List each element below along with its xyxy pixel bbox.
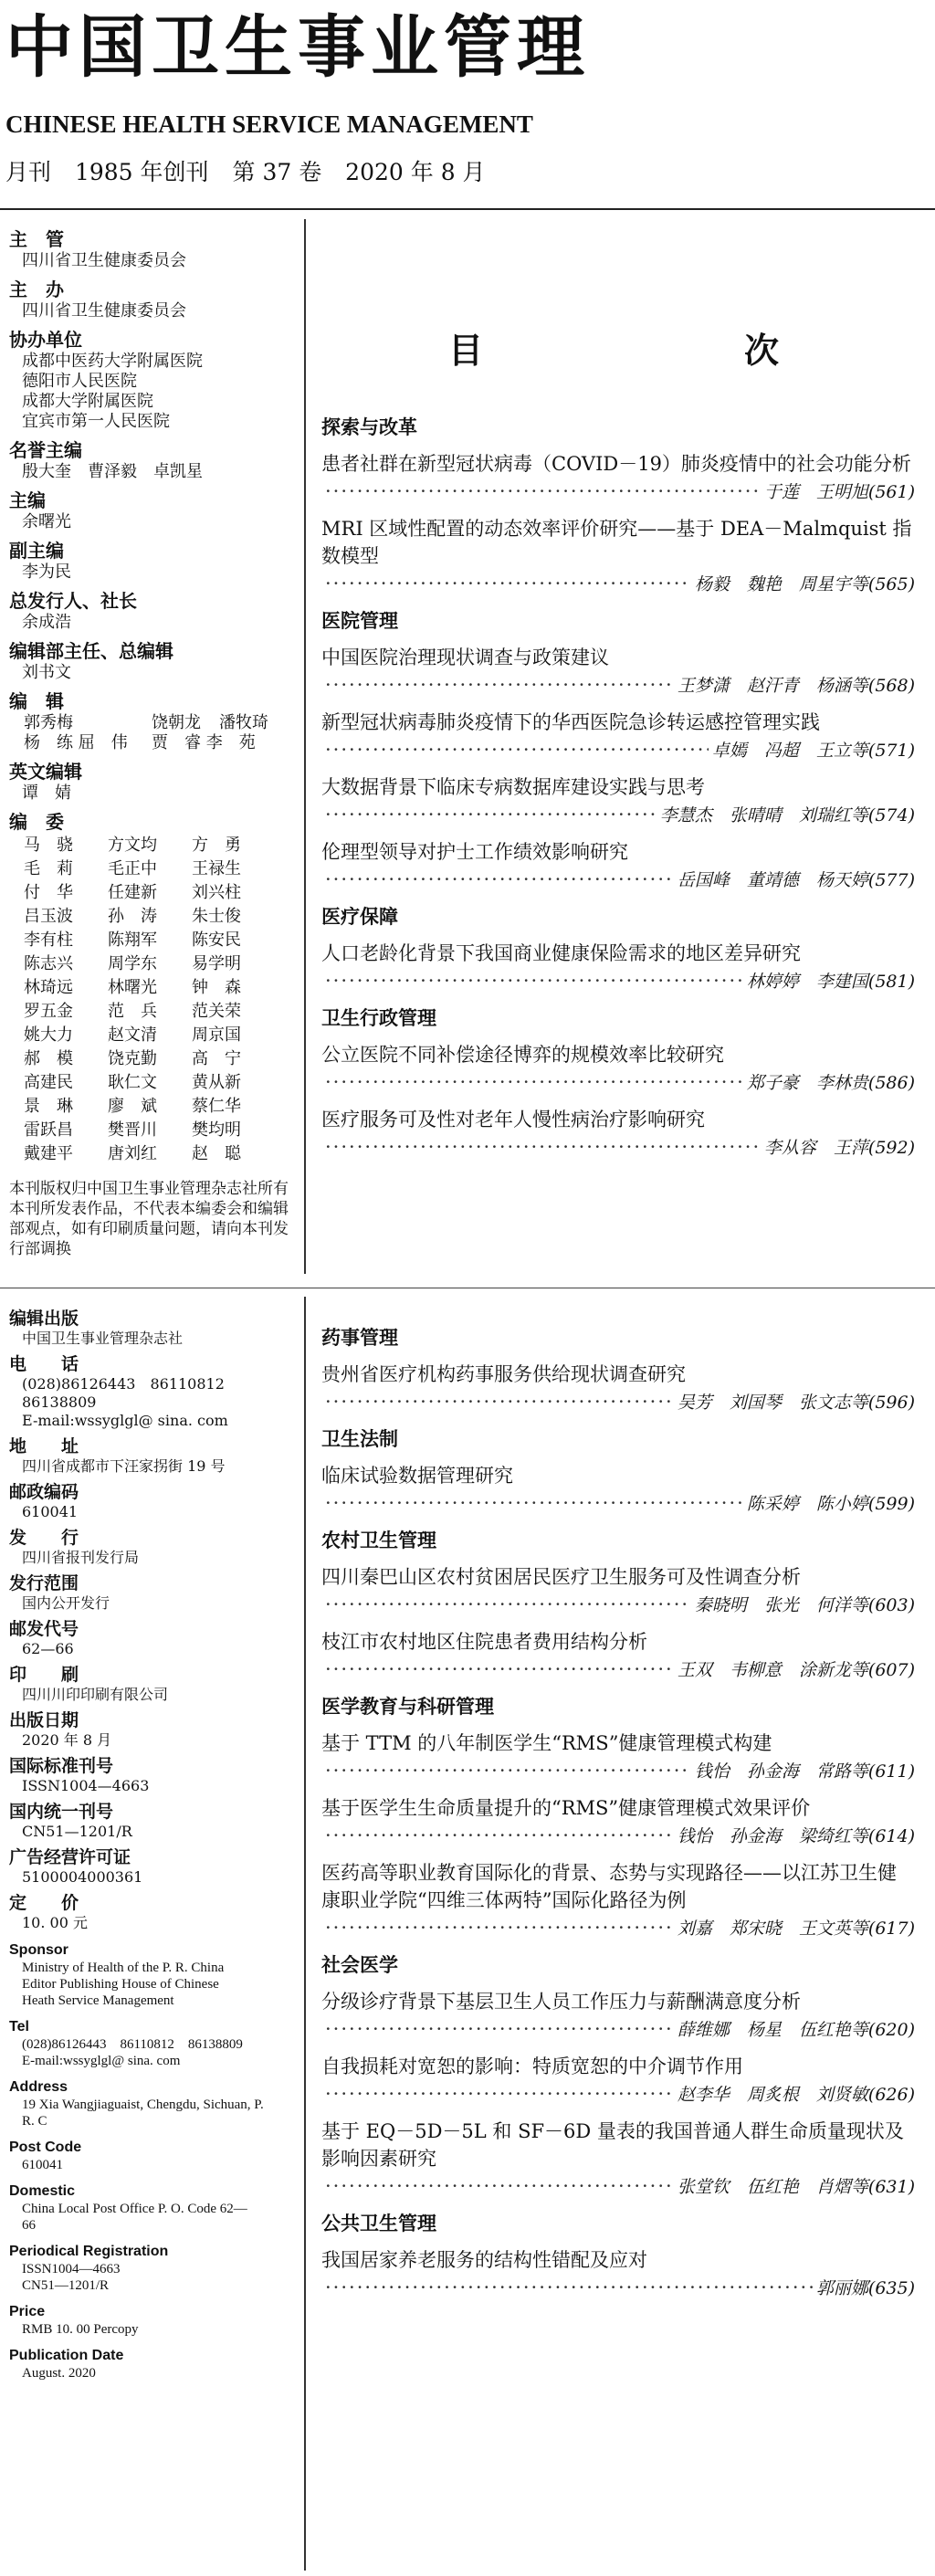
table-of-contents-continued bbox=[321, 1315, 915, 2302]
co-unit: 成都中医药大学附属医院 bbox=[22, 352, 203, 371]
article-title[interactable]: 人口老龄化背景下我国商业健康保险需求的地区差异研究 bbox=[321, 942, 801, 964]
issue-date: 2020 年 8 月 bbox=[345, 159, 486, 185]
article-authors-page: 郑子豪 李林贵(586) bbox=[746, 1073, 915, 1093]
editorial-board bbox=[9, 228, 299, 1259]
column-divider-top bbox=[304, 219, 306, 1274]
toc-title: 目 次 bbox=[447, 331, 843, 371]
board-member: 陈翔军 bbox=[108, 931, 157, 950]
dot-leader bbox=[325, 1489, 743, 1517]
article-title[interactable]: 四川秦巴山区农村贫困居民医疗卫生服务可及性调查分析 bbox=[321, 1566, 801, 1588]
pub-info-en-value: August. 2020 bbox=[22, 2366, 96, 2381]
board-member: 廖 斌 bbox=[108, 1097, 157, 1116]
article-authors-page: 郭丽娜(635) bbox=[815, 2278, 915, 2298]
article-authors-page: 杨毅 魏艳 周星宇等(565) bbox=[694, 574, 915, 594]
header-rule bbox=[0, 208, 935, 210]
pub-info-en-label: Tel bbox=[9, 2019, 29, 2035]
article-title[interactable]: 分级诊疗背景下基层卫生人员工作压力与薪酬满意度分析 bbox=[321, 1991, 801, 2013]
toc-section-heading: 卫生行政管理 bbox=[321, 1007, 436, 1029]
issue-info bbox=[5, 158, 502, 187]
board-member: 陈安民 bbox=[192, 931, 241, 950]
board-member: 黄从新 bbox=[192, 1073, 241, 1092]
journal-title-cn: 中国卫生事业管理 bbox=[5, 8, 590, 87]
article-title[interactable]: 基于 TTM 的八年制医学生“RMS”健康管理模式构建 bbox=[321, 1732, 772, 1754]
editors-row-2 bbox=[9, 733, 299, 753]
host: 四川省卫生健康委员会 bbox=[22, 301, 186, 321]
toc-sections-bottom bbox=[321, 1324, 915, 2302]
board-member: 李有柱 bbox=[24, 931, 73, 950]
dot-leader bbox=[325, 1757, 691, 1784]
article-authors-page: 赵李华 周炙根 刘贤敏(626) bbox=[677, 2085, 915, 2105]
honorary-editor: 殷大奎 曹泽毅 卓凯星 bbox=[22, 462, 203, 481]
toc-leader-line bbox=[321, 671, 915, 699]
english-editor: 谭 婧 bbox=[22, 783, 71, 803]
pub-info-value: ISSN1004—4663 bbox=[22, 1777, 150, 1794]
pub-info-en-value: RMB 10. 00 Percopy bbox=[22, 2322, 139, 2337]
pub-info-en-value: ISSN1004—4663 bbox=[22, 2262, 121, 2276]
board-member: 雷跃昌 bbox=[24, 1120, 73, 1140]
dot-leader bbox=[325, 671, 674, 699]
toc-leader-line bbox=[321, 1757, 915, 1785]
board-member: 樊晋川 bbox=[108, 1120, 157, 1140]
toc-leader-line bbox=[321, 866, 915, 894]
article-authors-page: 陈采婷 陈小婷(599) bbox=[746, 1494, 915, 1514]
deputy-editor: 李为民 bbox=[22, 563, 71, 582]
journal-title-en: CHINESE HEALTH SERVICE MANAGEMENT bbox=[5, 110, 533, 138]
article-title[interactable]: 大数据背景下临床专病数据库建设实践与思考 bbox=[321, 776, 705, 798]
toc-entry[interactable] bbox=[321, 1563, 915, 1619]
pub-info-en-value: 66 bbox=[22, 2218, 36, 2233]
pub-info-en-value: 610041 bbox=[22, 2158, 63, 2172]
toc-section-heading: 农村卫生管理 bbox=[321, 1530, 436, 1551]
board-member: 朱士俊 bbox=[192, 907, 241, 926]
board-member: 付 华 bbox=[24, 883, 73, 902]
board-label: 编 委 bbox=[9, 811, 64, 833]
toc-entry[interactable] bbox=[321, 515, 915, 598]
article-authors-page: 王梦潇 赵汗青 杨涵等(568) bbox=[677, 676, 915, 696]
toc-entry[interactable] bbox=[321, 838, 915, 894]
pub-info-en-label: Price bbox=[9, 2304, 46, 2319]
board-member: 高 宁 bbox=[192, 1049, 241, 1068]
table-of-contents bbox=[321, 329, 915, 1162]
toc-section-heading: 医学教育与科研管理 bbox=[321, 1696, 494, 1718]
publisher: 余成浩 bbox=[22, 613, 71, 632]
toc-leader-line bbox=[321, 967, 915, 995]
pub-info-en-value: Ministry of Health of the P. R. China bbox=[22, 1961, 225, 1975]
copyright-note: 本刊版权归中国卫生事业管理杂志社所有本刊所发表作品，不代表本编委会和编辑部观点，如有印刷质量问题，请向本刊发行部调换 bbox=[9, 1180, 289, 1258]
dot-leader bbox=[325, 801, 657, 828]
board-member: 范关荣 bbox=[192, 1002, 241, 1021]
article-authors-page: 秦晓明 张光 何洋等(603) bbox=[694, 1595, 915, 1615]
publication-info-en bbox=[9, 1941, 299, 2381]
pub-info-en-label: Address bbox=[9, 2079, 68, 2095]
pub-info-value: 中国卫生事业管理杂志社 bbox=[22, 1330, 184, 1347]
dot-leader bbox=[325, 1822, 674, 1849]
toc-leader-line bbox=[321, 2015, 915, 2044]
toc-sections-top bbox=[321, 414, 915, 1162]
column-divider-bottom bbox=[304, 1297, 306, 2571]
dot-leader bbox=[325, 967, 743, 994]
pub-info-label: 出版日期 bbox=[9, 1710, 79, 1730]
article-title[interactable]: 医药高等职业教育国际化的背景、态势与实现路径——以江苏卫生健康职业学院“四维三体两特”国际化路径为例 bbox=[321, 1862, 897, 1911]
dot-leader bbox=[325, 2274, 813, 2301]
editor-name: 贾 睿 李 苑 bbox=[152, 733, 256, 752]
pub-info-label: 发 行 bbox=[9, 1528, 79, 1548]
board-member: 方 勇 bbox=[192, 836, 241, 855]
pub-info-en-label: Publication Date bbox=[9, 2348, 124, 2363]
english-editor-label: 英文编辑 bbox=[9, 761, 82, 783]
dot-leader bbox=[325, 570, 691, 597]
toc-leader-line bbox=[321, 1068, 915, 1097]
board-member: 林曙光 bbox=[108, 978, 157, 997]
article-title[interactable]: 枝江市农村地区住院患者费用结构分析 bbox=[321, 1631, 647, 1653]
toc-section-heading: 药事管理 bbox=[321, 1327, 398, 1349]
article-title[interactable]: 公立医院不同补偿途径博弈的规模效率比较研究 bbox=[321, 1044, 724, 1066]
toc-leader-line bbox=[321, 570, 915, 598]
founded: 1985 年创刊 bbox=[74, 159, 209, 185]
board-member: 钟 森 bbox=[192, 978, 241, 997]
dot-leader bbox=[325, 1914, 674, 1941]
deputy-editor-label: 副主编 bbox=[9, 540, 64, 562]
toc-entry[interactable] bbox=[321, 450, 915, 506]
pub-info-value: 四川省报刊发行局 bbox=[22, 1549, 140, 1566]
toc-entry[interactable] bbox=[321, 709, 915, 764]
editor-name: 潘牧琦 bbox=[219, 713, 268, 732]
pub-info-label: 电 话 bbox=[9, 1354, 79, 1374]
board-member: 罗五金 bbox=[24, 1002, 73, 1021]
pub-info-value: 四川川印印刷有限公司 bbox=[22, 1686, 169, 1703]
article-title[interactable]: 基于医学生生命质量提升的“RMS”健康管理模式效果评价 bbox=[321, 1797, 811, 1819]
publication-info-cn bbox=[9, 1308, 299, 1932]
board-member: 姚大力 bbox=[24, 1025, 73, 1045]
article-title[interactable]: 自我损耗对宽恕的影响：特质宽恕的中介调节作用 bbox=[321, 2056, 743, 2077]
pub-info-label: 广告经营许可证 bbox=[9, 1847, 131, 1867]
toc-entry[interactable] bbox=[321, 644, 915, 699]
board-member: 毛正中 bbox=[108, 859, 157, 878]
toc-section-heading: 公共卫生管理 bbox=[321, 2213, 436, 2234]
toc-entry[interactable] bbox=[321, 773, 915, 829]
article-authors-page: 于莲 王明旭(561) bbox=[763, 482, 915, 502]
pub-info-en-value: CN51—1201/R bbox=[22, 2278, 110, 2293]
dot-leader bbox=[325, 2015, 674, 2043]
article-title[interactable]: 伦理型领导对护士工作绩效影响研究 bbox=[321, 841, 628, 863]
dot-leader bbox=[325, 478, 761, 505]
article-authors-page: 李慧杰 张晴晴 刘瑞红等(574) bbox=[659, 805, 915, 825]
editors-label: 编 辑 bbox=[9, 690, 64, 712]
co-unit: 德阳市人民医院 bbox=[22, 372, 137, 391]
board-member: 高建民 bbox=[24, 1073, 73, 1092]
toc-entry[interactable] bbox=[321, 1462, 915, 1518]
article-authors-page: 岳国峰 董靖德 杨天婷(577) bbox=[677, 870, 915, 890]
article-title[interactable]: 医疗服务可及性对老年人慢性病治疗影响研究 bbox=[321, 1109, 705, 1130]
toc-leader-line bbox=[321, 736, 915, 764]
honorary-editor-label: 名誉主编 bbox=[9, 439, 82, 461]
pub-info-value: 62—66 bbox=[22, 1640, 74, 1657]
pub-info-label: 邮发代号 bbox=[9, 1619, 79, 1639]
toc-leader-line bbox=[321, 1591, 915, 1619]
board-member: 耿仁文 bbox=[108, 1073, 157, 1092]
toc-leader-line bbox=[321, 2274, 915, 2302]
dot-leader bbox=[325, 736, 709, 763]
board-member: 蔡仁华 bbox=[192, 1097, 241, 1116]
publisher-label: 总发行人、社长 bbox=[9, 590, 137, 612]
board-member: 范 兵 bbox=[108, 1002, 157, 1021]
dept-director: 刘书文 bbox=[22, 663, 71, 682]
toc-entry[interactable] bbox=[321, 1628, 915, 1684]
article-title[interactable]: 临床试验数据管理研究 bbox=[321, 1465, 513, 1487]
toc-entry[interactable] bbox=[321, 2118, 915, 2201]
pub-info-en-value: Heath Service Management bbox=[22, 1993, 174, 2008]
co-unit: 宜宾市第一人民医院 bbox=[22, 412, 170, 431]
dept-director-label: 编辑部主任、总编辑 bbox=[9, 640, 173, 662]
host-label: 主 办 bbox=[9, 279, 64, 300]
article-title[interactable]: 贵州省医疗机构药事服务供给现状调查研究 bbox=[321, 1363, 686, 1385]
pub-info-en-value: E-mail:wssyglgl@ sina. com bbox=[22, 2054, 181, 2068]
toc-leader-line bbox=[321, 1489, 915, 1518]
board-member: 吕玉波 bbox=[24, 907, 73, 926]
toc-leader-line bbox=[321, 1133, 915, 1162]
toc-section-heading: 社会医学 bbox=[321, 1954, 398, 1976]
pub-info-en-value: 19 Xia Wangjiaguaist, Chengdu, Sichuan, P. bbox=[22, 2098, 264, 2112]
article-authors-page: 钱怡 孙金海 常路等(611) bbox=[694, 1761, 915, 1782]
pub-info-label: 国内统一刊号 bbox=[9, 1802, 114, 1822]
pub-info-label: 邮政编码 bbox=[9, 1482, 79, 1502]
dot-leader bbox=[325, 2080, 674, 2108]
toc-leader-line bbox=[321, 2080, 915, 2108]
article-title[interactable]: MRI 区域性配置的动态效率评价研究——基于 DEA－Malmquist 指数模型 bbox=[321, 518, 912, 567]
board-member: 饶克勤 bbox=[108, 1049, 157, 1068]
article-title[interactable]: 基于 EQ－5D－5L 和 SF－6D 量表的我国普通人群生命质量现状及影响因素研究 bbox=[321, 2120, 904, 2170]
dot-leader bbox=[325, 1656, 674, 1683]
article-title[interactable]: 中国医院治理现状调查与政策建议 bbox=[321, 647, 609, 668]
toc-section-heading: 探索与改革 bbox=[321, 416, 417, 438]
board-member: 戴建平 bbox=[24, 1144, 73, 1163]
pub-info-value: 四川省成都市下汪家拐街 19 号 bbox=[22, 1457, 226, 1475]
board-member: 任建新 bbox=[108, 883, 157, 902]
board-member: 赵 聪 bbox=[192, 1144, 241, 1163]
pub-info-value: 10. 00 元 bbox=[22, 1914, 88, 1931]
board-member: 陈志兴 bbox=[24, 954, 73, 973]
masthead bbox=[0, 0, 935, 212]
toc-section-heading: 医疗保障 bbox=[321, 906, 398, 928]
article-authors-page: 李从容 王萍(592) bbox=[763, 1138, 915, 1158]
pub-info-en-label: Sponsor bbox=[9, 1942, 68, 1958]
board-member: 孙 涛 bbox=[108, 907, 157, 926]
article-authors-page: 王双 韦柳意 涂新龙等(607) bbox=[677, 1660, 915, 1680]
pub-info-en-label: Periodical Registration bbox=[9, 2244, 169, 2259]
dot-leader bbox=[325, 1388, 674, 1415]
toc-leader-line bbox=[321, 1914, 915, 1942]
co-units-label: 协办单位 bbox=[9, 329, 82, 351]
board-members bbox=[9, 834, 299, 1166]
editor-in-chief: 余曙光 bbox=[22, 512, 71, 531]
pub-info-value: (028)86126443 86110812 86138809 bbox=[22, 1375, 239, 1411]
toc-leader-line bbox=[321, 1822, 915, 1850]
pub-info-label: 地 址 bbox=[9, 1436, 79, 1456]
pub-info-label: 印 刷 bbox=[9, 1665, 79, 1685]
article-authors-page: 张堂钦 伍红艳 肖熠等(631) bbox=[677, 2177, 915, 2197]
toc-leader-line bbox=[321, 1388, 915, 1416]
dot-leader bbox=[325, 1068, 743, 1096]
article-authors-page: 吴芳 刘国琴 张文志等(596) bbox=[677, 1393, 915, 1413]
toc-section-heading: 医院管理 bbox=[321, 610, 398, 632]
pub-info-label: 国际标准刊号 bbox=[9, 1756, 114, 1776]
board-member: 刘兴柱 bbox=[192, 883, 241, 902]
co-units-list bbox=[9, 352, 299, 432]
board-member: 郝 模 bbox=[24, 1049, 73, 1068]
toc-leader-line bbox=[321, 478, 915, 506]
pub-info-value: 610041 bbox=[22, 1503, 79, 1520]
sponsor: 四川省卫生健康委员会 bbox=[22, 251, 186, 270]
pub-info-value: E-mail:wssyglgl@ sina. com bbox=[22, 1412, 228, 1429]
pub-info-en-value: (028)86126443 86110812 86138809 bbox=[22, 2037, 243, 2052]
toc-entry[interactable] bbox=[321, 2053, 915, 2108]
editor-in-chief-label: 主编 bbox=[9, 489, 46, 511]
pub-info-label: 编辑出版 bbox=[9, 1309, 79, 1329]
dot-leader bbox=[325, 1591, 691, 1618]
article-authors-page: 薛维娜 杨星 伍红艳等(620) bbox=[677, 2020, 915, 2040]
pub-info-value: 国内公开发行 bbox=[22, 1594, 110, 1612]
article-authors-page: 林婷婷 李建国(581) bbox=[746, 972, 915, 992]
volume: 第 37 卷 bbox=[232, 159, 322, 185]
pub-info-value: 2020 年 8 月 bbox=[22, 1731, 112, 1749]
toc-entry[interactable] bbox=[321, 940, 915, 995]
article-authors-page: 钱怡 孙金海 梁绮红等(614) bbox=[677, 1826, 915, 1846]
board-member: 赵文清 bbox=[108, 1025, 157, 1045]
toc-entry[interactable] bbox=[321, 1794, 915, 1850]
article-authors-page: 卓嫣 冯超 王立等(571) bbox=[711, 741, 915, 761]
pub-info-en-value: Editor Publishing House of Chinese bbox=[22, 1977, 219, 1992]
editor-name: 郭秀梅 bbox=[24, 713, 73, 732]
dot-leader bbox=[325, 866, 674, 893]
board-member: 周学东 bbox=[108, 954, 157, 973]
board-member: 马 骁 bbox=[24, 836, 73, 855]
board-member: 景 琳 bbox=[24, 1097, 73, 1116]
article-title[interactable]: 我国居家养老服务的结构性错配及应对 bbox=[321, 2249, 647, 2271]
frequency: 月刊 bbox=[5, 159, 52, 185]
pub-info-label: 定 价 bbox=[9, 1893, 79, 1913]
toc-entry[interactable] bbox=[321, 1859, 915, 1942]
dot-leader bbox=[325, 2172, 674, 2200]
toc-entry[interactable] bbox=[321, 2246, 915, 2302]
toc-entry[interactable] bbox=[321, 1988, 915, 2044]
article-title[interactable]: 新型冠状病毒肺炎疫情下的华西医院急诊转运感控管理实践 bbox=[321, 711, 820, 733]
board-member: 周京国 bbox=[192, 1025, 241, 1045]
toc-entry[interactable] bbox=[321, 1041, 915, 1097]
pub-info-en-value: R. C bbox=[22, 2114, 47, 2129]
pub-info-en-label: Post Code bbox=[9, 2140, 82, 2155]
article-authors-page: 刘嘉 郑宋晓 王文英等(617) bbox=[677, 1919, 915, 1939]
pub-info-label: 发行范围 bbox=[9, 1573, 79, 1593]
board-member: 方文均 bbox=[108, 836, 157, 855]
toc-entry[interactable] bbox=[321, 1361, 915, 1416]
toc-leader-line bbox=[321, 1656, 915, 1684]
board-member: 王禄生 bbox=[192, 859, 241, 878]
toc-entry[interactable] bbox=[321, 1106, 915, 1162]
toc-leader-line bbox=[321, 801, 915, 829]
co-unit: 成都大学附属医院 bbox=[22, 392, 153, 411]
pub-info-en-label: Domestic bbox=[9, 2183, 76, 2199]
pub-info-value: 5100004000361 bbox=[22, 1868, 143, 1886]
sponsor-label: 主 管 bbox=[9, 228, 64, 250]
toc-entry[interactable] bbox=[321, 1730, 915, 1785]
board-member: 唐刘红 bbox=[108, 1144, 157, 1163]
publication-info bbox=[9, 1308, 299, 2381]
toc-leader-line bbox=[321, 2172, 915, 2201]
toc-section-heading: 卫生法制 bbox=[321, 1428, 398, 1450]
editor-name: 饶朝龙 bbox=[152, 713, 201, 732]
board-member: 毛 莉 bbox=[24, 859, 73, 878]
board-member: 易学明 bbox=[192, 954, 241, 973]
pub-info-value: CN51—1201/R bbox=[22, 1823, 132, 1840]
dot-leader bbox=[325, 1133, 761, 1161]
editor-name: 杨 练 屈 伟 bbox=[24, 733, 128, 752]
board-member: 林琦远 bbox=[24, 978, 73, 997]
pub-info-en-value: China Local Post Office P. O. Code 62— bbox=[22, 2202, 247, 2216]
article-title[interactable]: 患者社群在新型冠状病毒（COVID－19）肺炎疫情中的社会功能分析 bbox=[321, 453, 911, 475]
board-member: 樊均明 bbox=[192, 1120, 241, 1140]
